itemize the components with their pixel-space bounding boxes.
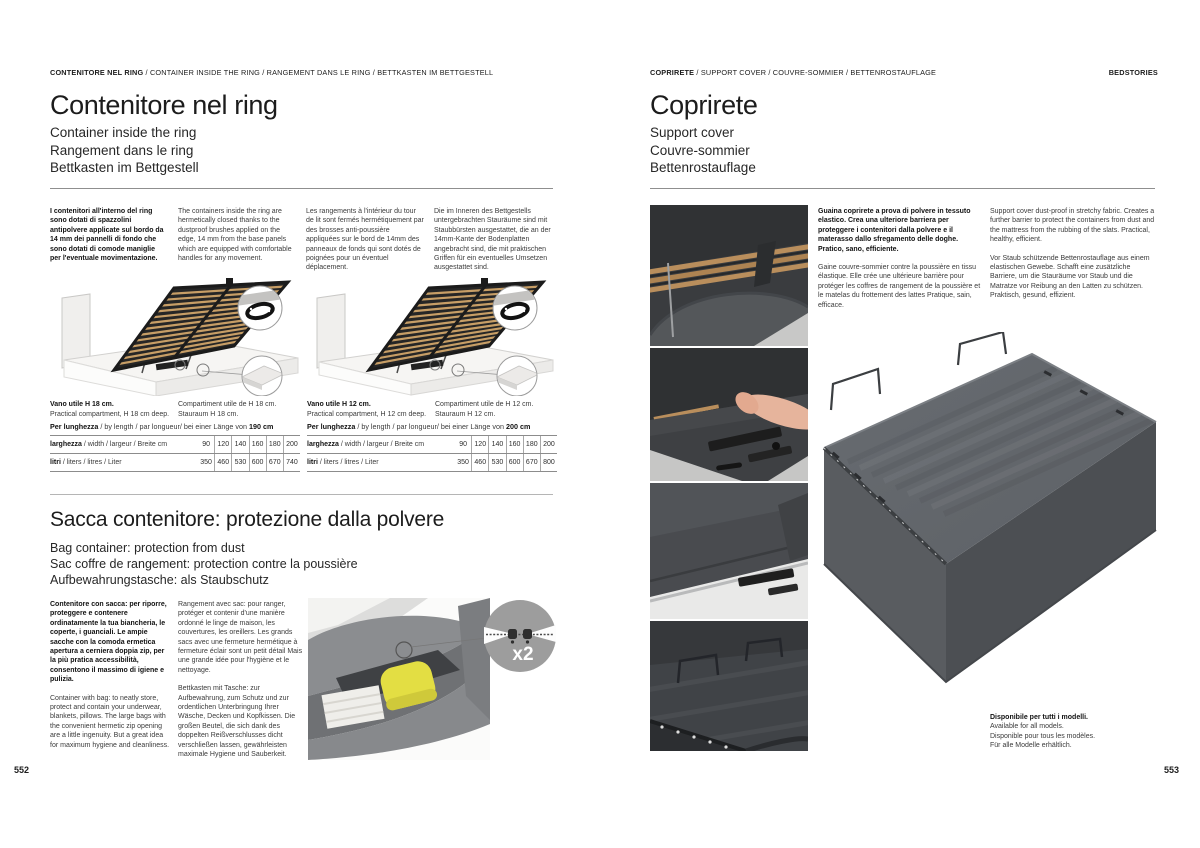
right-text-it: Guaina coprirete a prova di polvere in tessuto elastico. Crea una ulteriore barriera per proteggere i contenitori dalla polvere e il materasso dallo sfregamento delle doghe. Pratico, sano, efficiente. xyxy=(818,208,971,253)
caption-v2-it: Vano utile H 12 cm. xyxy=(307,401,371,408)
spec-table-v1-header: Per lunghezza / by length / par longueur/ bei einer Länge von 190 cm xyxy=(50,422,274,431)
covered-base-photo xyxy=(818,332,1160,694)
availability-de: Für alle Modelle erhältlich. xyxy=(990,742,1072,750)
section2-divider xyxy=(50,494,553,495)
zipper-x2-badge xyxy=(380,598,558,678)
brand-logo: BEDSTORIES xyxy=(1108,68,1158,77)
caption-v2-right xyxy=(435,400,555,419)
left-eyebrow xyxy=(50,68,493,77)
right-text-en: Support cover dust-proof in stretchy fabric. Creates a further barrier to protect the containers from dust and the mattress from the rubbing of the slats. Practical, healthy, efficient. xyxy=(990,208,1155,244)
svg-text:x2: x2 xyxy=(512,644,534,665)
intro-col-it: I contenitori all'interno del ring sono dotati di spazzolini antipolvere applicate sul bordo da 14 mm dei pannelli di fondo che sono dotati di comode maniglie per l'eventuale movimentazione. xyxy=(50,208,164,263)
caption-v1-en: Practical compartment, H 18 cm deep. xyxy=(50,410,170,418)
table-row-liters: litri / liters / litres / Liter 350 460 530 600 670 800 xyxy=(307,453,557,472)
left-subtitle-fr: Rangement dans le ring xyxy=(50,142,194,158)
spec-table-v1 xyxy=(50,422,300,472)
left-divider xyxy=(50,188,553,189)
section2-subtitle-de: Aufbewahrungstasche: als Staubschutz xyxy=(50,573,269,587)
section2-col2 xyxy=(178,600,304,769)
left-subtitle-de: Bettkasten im Bettgestell xyxy=(50,160,199,175)
availability-it: Disponibile per tutti i modelli. xyxy=(990,714,1089,721)
right-subtitle-de: Bettenrostauflage xyxy=(650,160,756,175)
caption-v2-en: Practical compartment, H 12 cm deep. xyxy=(307,410,427,418)
section2-text-it: Contenitore con sacca: per riporre, proteggere e contenere ordinatamente la tua biancheria, le coperte, i guanciali. Le ampie sacche con la comoda ermetica apertura a cerniera doppia zip, per la più pratica accessibilità, consentono il massimo di igiene e pulizia. xyxy=(50,601,167,684)
availability-fr: Disponible pour tous les modèles. xyxy=(990,732,1096,740)
table-row-liters: litri / liters / litres / Liter 350 460 530 600 670 740 xyxy=(50,453,300,472)
bed-illustration-h12 xyxy=(305,278,555,396)
left-eyebrow-rest: / CONTAINER INSIDE THE RING / RANGEMENT DANS LE RING / BETTKASTEN IM BETTGESTELL xyxy=(143,68,494,77)
section2-subtitle-en: Bag container: protection from dust xyxy=(50,541,245,555)
caption-v2-de: Stauraum H 12 cm. xyxy=(435,410,496,418)
bed-illustration-h18 xyxy=(50,278,300,396)
left-eyebrow-bold: CONTENITORE NEL RING xyxy=(50,68,144,77)
intro-col-de: Die im Inneren des Bettgestells untergebrachten Stauräume sind mit Staubbürsten ausgestattet, die an der 14mm-Kante der Bodenplatten angebracht sind, die mit praktischen Griffen für ein eventuelles Umsetzen ausgestattet sind. xyxy=(434,208,551,272)
caption-v2-fr: Compartiment utile de H 12 cm. xyxy=(435,401,534,408)
right-eyebrow-rest: / SUPPORT COVER / COUVRE-SOMMIER / BETTENROSTAUFLAGE xyxy=(694,68,937,77)
section2-title: Sacca contenitore: protezione dalla polvere xyxy=(50,508,445,531)
left-subtitle-en: Container inside the ring xyxy=(50,125,197,140)
left-page-title: Contenitore nel ring xyxy=(50,90,278,120)
right-subtitle-fr: Couvre-sommier xyxy=(650,142,750,158)
right-eyebrow xyxy=(650,68,936,77)
caption-v1-de: Stauraum H 18 cm. xyxy=(178,410,239,418)
right-divider xyxy=(650,188,1155,189)
right-text-de: Vor Staub schützende Bettenrostauflage aus einem elastischen Gewebe. Schafft eine zusätzliche Barriere, um die Stauräume vor Staub und die Matratze vor Reibung an den Latten zu schützen. Praktisch, gesund, effizient. xyxy=(990,254,1150,300)
left-page-subtitles xyxy=(50,124,199,177)
left-page-number: 552 xyxy=(14,765,30,775)
section2-col1 xyxy=(50,600,172,759)
section2-subtitles xyxy=(50,540,358,588)
section2-text-fr: Rangement avec sac: pour ranger, protéger et contenir d'une manière ordonné le linge de maison, les couvertures, les oreillers. Les grands sacs avec une fermeture hermétique à fermeture éclair sont un petit détail Mais une grande idée pour l'hygiène et le nettoyage. xyxy=(178,601,303,674)
right-eyebrow-bold: COPRIRETE xyxy=(650,68,695,77)
table-row-width: larghezza / width / largeur / Breite cm 90 120 140 160 180 200 xyxy=(50,435,300,453)
section2-subtitle-fr: Sac coffre de rangement: protection contre la poussière xyxy=(50,557,358,571)
right-text-fr: Gaine couvre-sommier contre la poussière en tissu élastique. Elle crée une ultérieure barrière pour protéger les coffres de rangement de la poussière et le matelas du frottement des lattes Pratique, sain, efficace. xyxy=(818,264,981,309)
right-page-number: 553 xyxy=(1164,765,1180,775)
spec-table-v2 xyxy=(307,422,557,472)
intro-col-en: The containers inside the ring are hermetically closed thanks to the dustproof brushes applied on the edge, 14 mm from the base panels which are equipped with comfortable handles for any movement. xyxy=(178,208,292,263)
spec-table-v2-header: Per lunghezza / by length / par longueur/ bei einer Länge von 200 cm xyxy=(307,422,531,431)
table-row-width: larghezza / width / largeur / Breite cm 90 120 140 160 180 200 xyxy=(307,435,557,453)
section2-text-en: Container with bag: to neatly store, protect and contain your underwear, blankets, pillows. The large bags with the convenient hermetic zip opening are a little ingenuity. But a great idea for maximum hygiene and cleanliness. xyxy=(50,694,170,749)
intro-col-fr: Les rangements à l'intérieur du tour de lit sont fermés hermétiquement par des brosses anti-poussière appliquées sur le bord de 14mm des panneaux de fonds qui sont dotés de poignées pour un éventuel déplacement. xyxy=(306,208,424,272)
right-page-subtitles xyxy=(650,124,756,177)
section2-text-de: Bettkasten mit Tasche: zur Aufbewahrung, zum Schutz und zur ordentlichen Unterbringung Ihrer Wäsche, Decken und Kopfkissen. Die großen Beutel, die sich dank des doppelten Reißverschlusses dicht verschließen lassen, gewährleisten maximale Hygiene und Sauberkeit. xyxy=(178,685,296,759)
right-col2 xyxy=(990,207,1156,310)
caption-v1-fr: Compartiment utile de H 18 cm. xyxy=(178,401,277,408)
right-page-title: Coprirete xyxy=(650,90,758,120)
caption-v1-left xyxy=(50,400,176,419)
photo-cover-closed-side xyxy=(650,483,808,619)
right-col1 xyxy=(818,207,982,319)
photo-hand-pulling-cover xyxy=(650,348,808,481)
caption-v2-left xyxy=(307,400,433,419)
availability-note xyxy=(990,713,1156,751)
availability-en: Available for all models. xyxy=(990,723,1064,731)
right-subtitle-en: Support cover xyxy=(650,125,735,140)
caption-v1-it: Vano utile H 18 cm. xyxy=(50,401,114,408)
caption-v1-right xyxy=(178,400,300,419)
photo-cover-open-slats xyxy=(650,205,808,346)
photo-cover-top-handles xyxy=(650,621,808,751)
